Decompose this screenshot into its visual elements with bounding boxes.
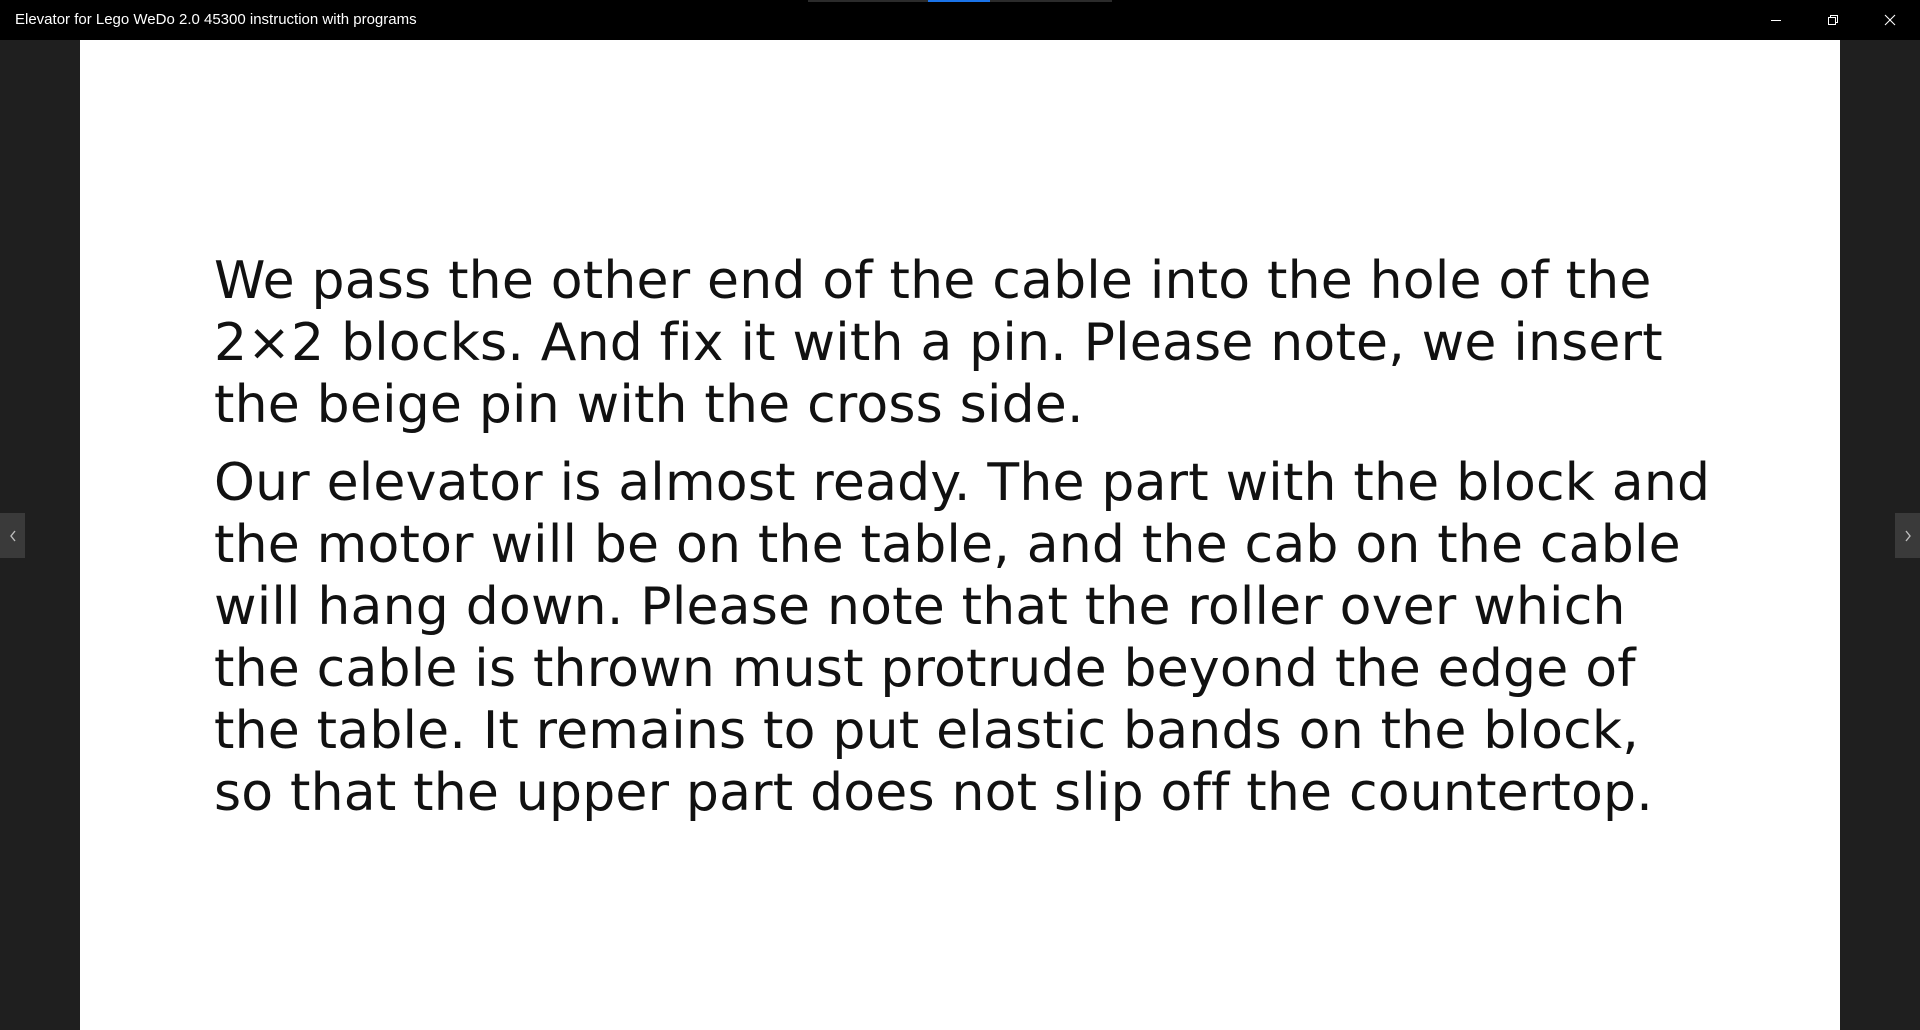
paragraph: We pass the other end of the cable into the hole of the 2×2 blocks. And fix it with a pin. Please note, we insert the beige pin with the cross side.	[214, 251, 1663, 435]
close-icon	[1884, 14, 1896, 26]
title-bar	[0, 0, 1920, 40]
chevron-left-icon	[8, 528, 18, 544]
minimize-icon	[1770, 14, 1782, 26]
document-viewer	[0, 40, 1920, 1030]
restore-button[interactable]	[1805, 0, 1861, 40]
page-text	[214, 250, 1714, 840]
previous-page-button[interactable]	[0, 513, 25, 558]
restore-icon	[1827, 14, 1839, 26]
document-page	[80, 40, 1840, 1030]
paragraph: Our elevator is almost ready. The part with the block and the motor will be on the table, and the cab on the cable will hang down. Please note that the roller over which the cable is thrown must protrude beyond the edge of the table. It remains to put elastic bands on the block, so that the upper part does not slip off the countertop.	[214, 453, 1711, 823]
close-button[interactable]	[1862, 0, 1918, 40]
minimize-button[interactable]	[1748, 0, 1804, 40]
next-page-button[interactable]	[1895, 513, 1920, 558]
chevron-right-icon	[1903, 528, 1913, 544]
tab-indicator-active	[928, 0, 990, 2]
window-title: Elevator for Lego WeDo 2.0 45300 instruction with programs	[15, 11, 417, 28]
